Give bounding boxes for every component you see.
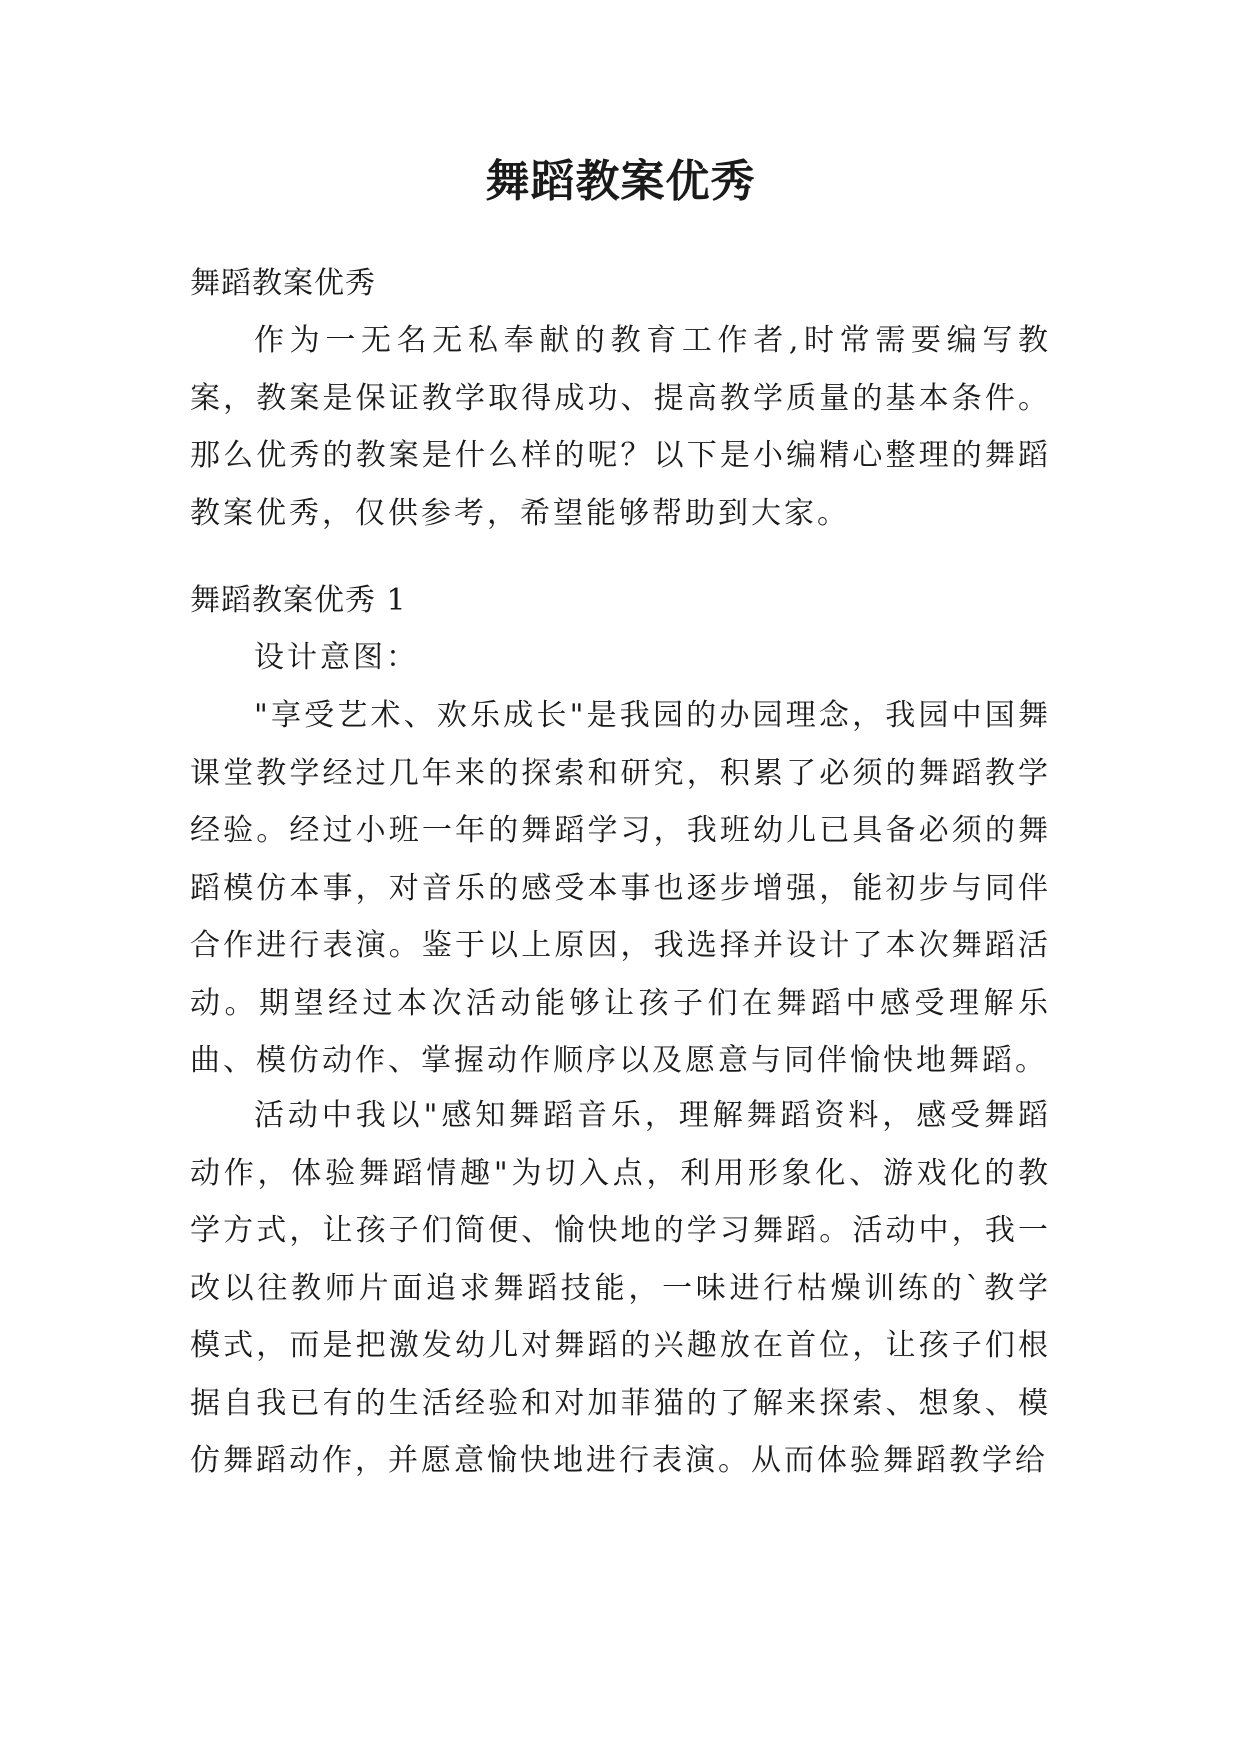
section-heading: 舞蹈教案优秀 1 xyxy=(190,583,407,618)
document-subtitle: 舞蹈教案优秀 xyxy=(190,266,376,301)
intro-paragraph: 作为一无名无私奉献的教育工作者,时常需要编写教案，教案是保证教学取得成功、提高教学质量的基本条件。那么优秀的教案是什么样的呢？以下是小编精心整理的舞蹈教案优秀，仅供参考，希望能够帮助到大家。 xyxy=(190,323,1051,531)
design-intent-label: 设计意图： xyxy=(254,640,419,675)
document-title: 舞蹈教案优秀 xyxy=(485,156,756,207)
body-paragraph: 活动中我以"感知舞蹈音乐，理解舞蹈资料，感受舞蹈动作，体验舞蹈情趣"为切入点，利用形象化、游戏化的教学方式，让孩子们简便、愉快地的学习舞蹈。活动中，我一改以往教师片面追求舞蹈技能，一味进行枯燥训练的`教学模式，而是把激发幼儿对舞蹈的兴趣放在首位，让孩子们根据自我已有的生活经验和对加菲猫的了解来探索、想象、模仿舞蹈动作，并愿意愉快地进行表演。从而体验舞蹈教学给 xyxy=(190,1098,1051,1478)
body-paragraph: "享受艺术、欢乐成长"是我园的办园理念，我园中国舞课堂教学经过几年来的探索和研究，积累了必须的舞蹈教学经验。经过小班一年的舞蹈学习，我班幼儿已具备必须的舞蹈模仿本事，对音乐的感受本事也逐步增强，能初步与同伴合作进行表演。鉴于以上原因，我选择并设计了本次舞蹈活动。期望经过本次活动能够让孩子们在舞蹈中感受理解乐曲、模仿动作、掌握动作顺序以及愿意与同伴愉快地舞蹈。 xyxy=(190,698,1051,1078)
